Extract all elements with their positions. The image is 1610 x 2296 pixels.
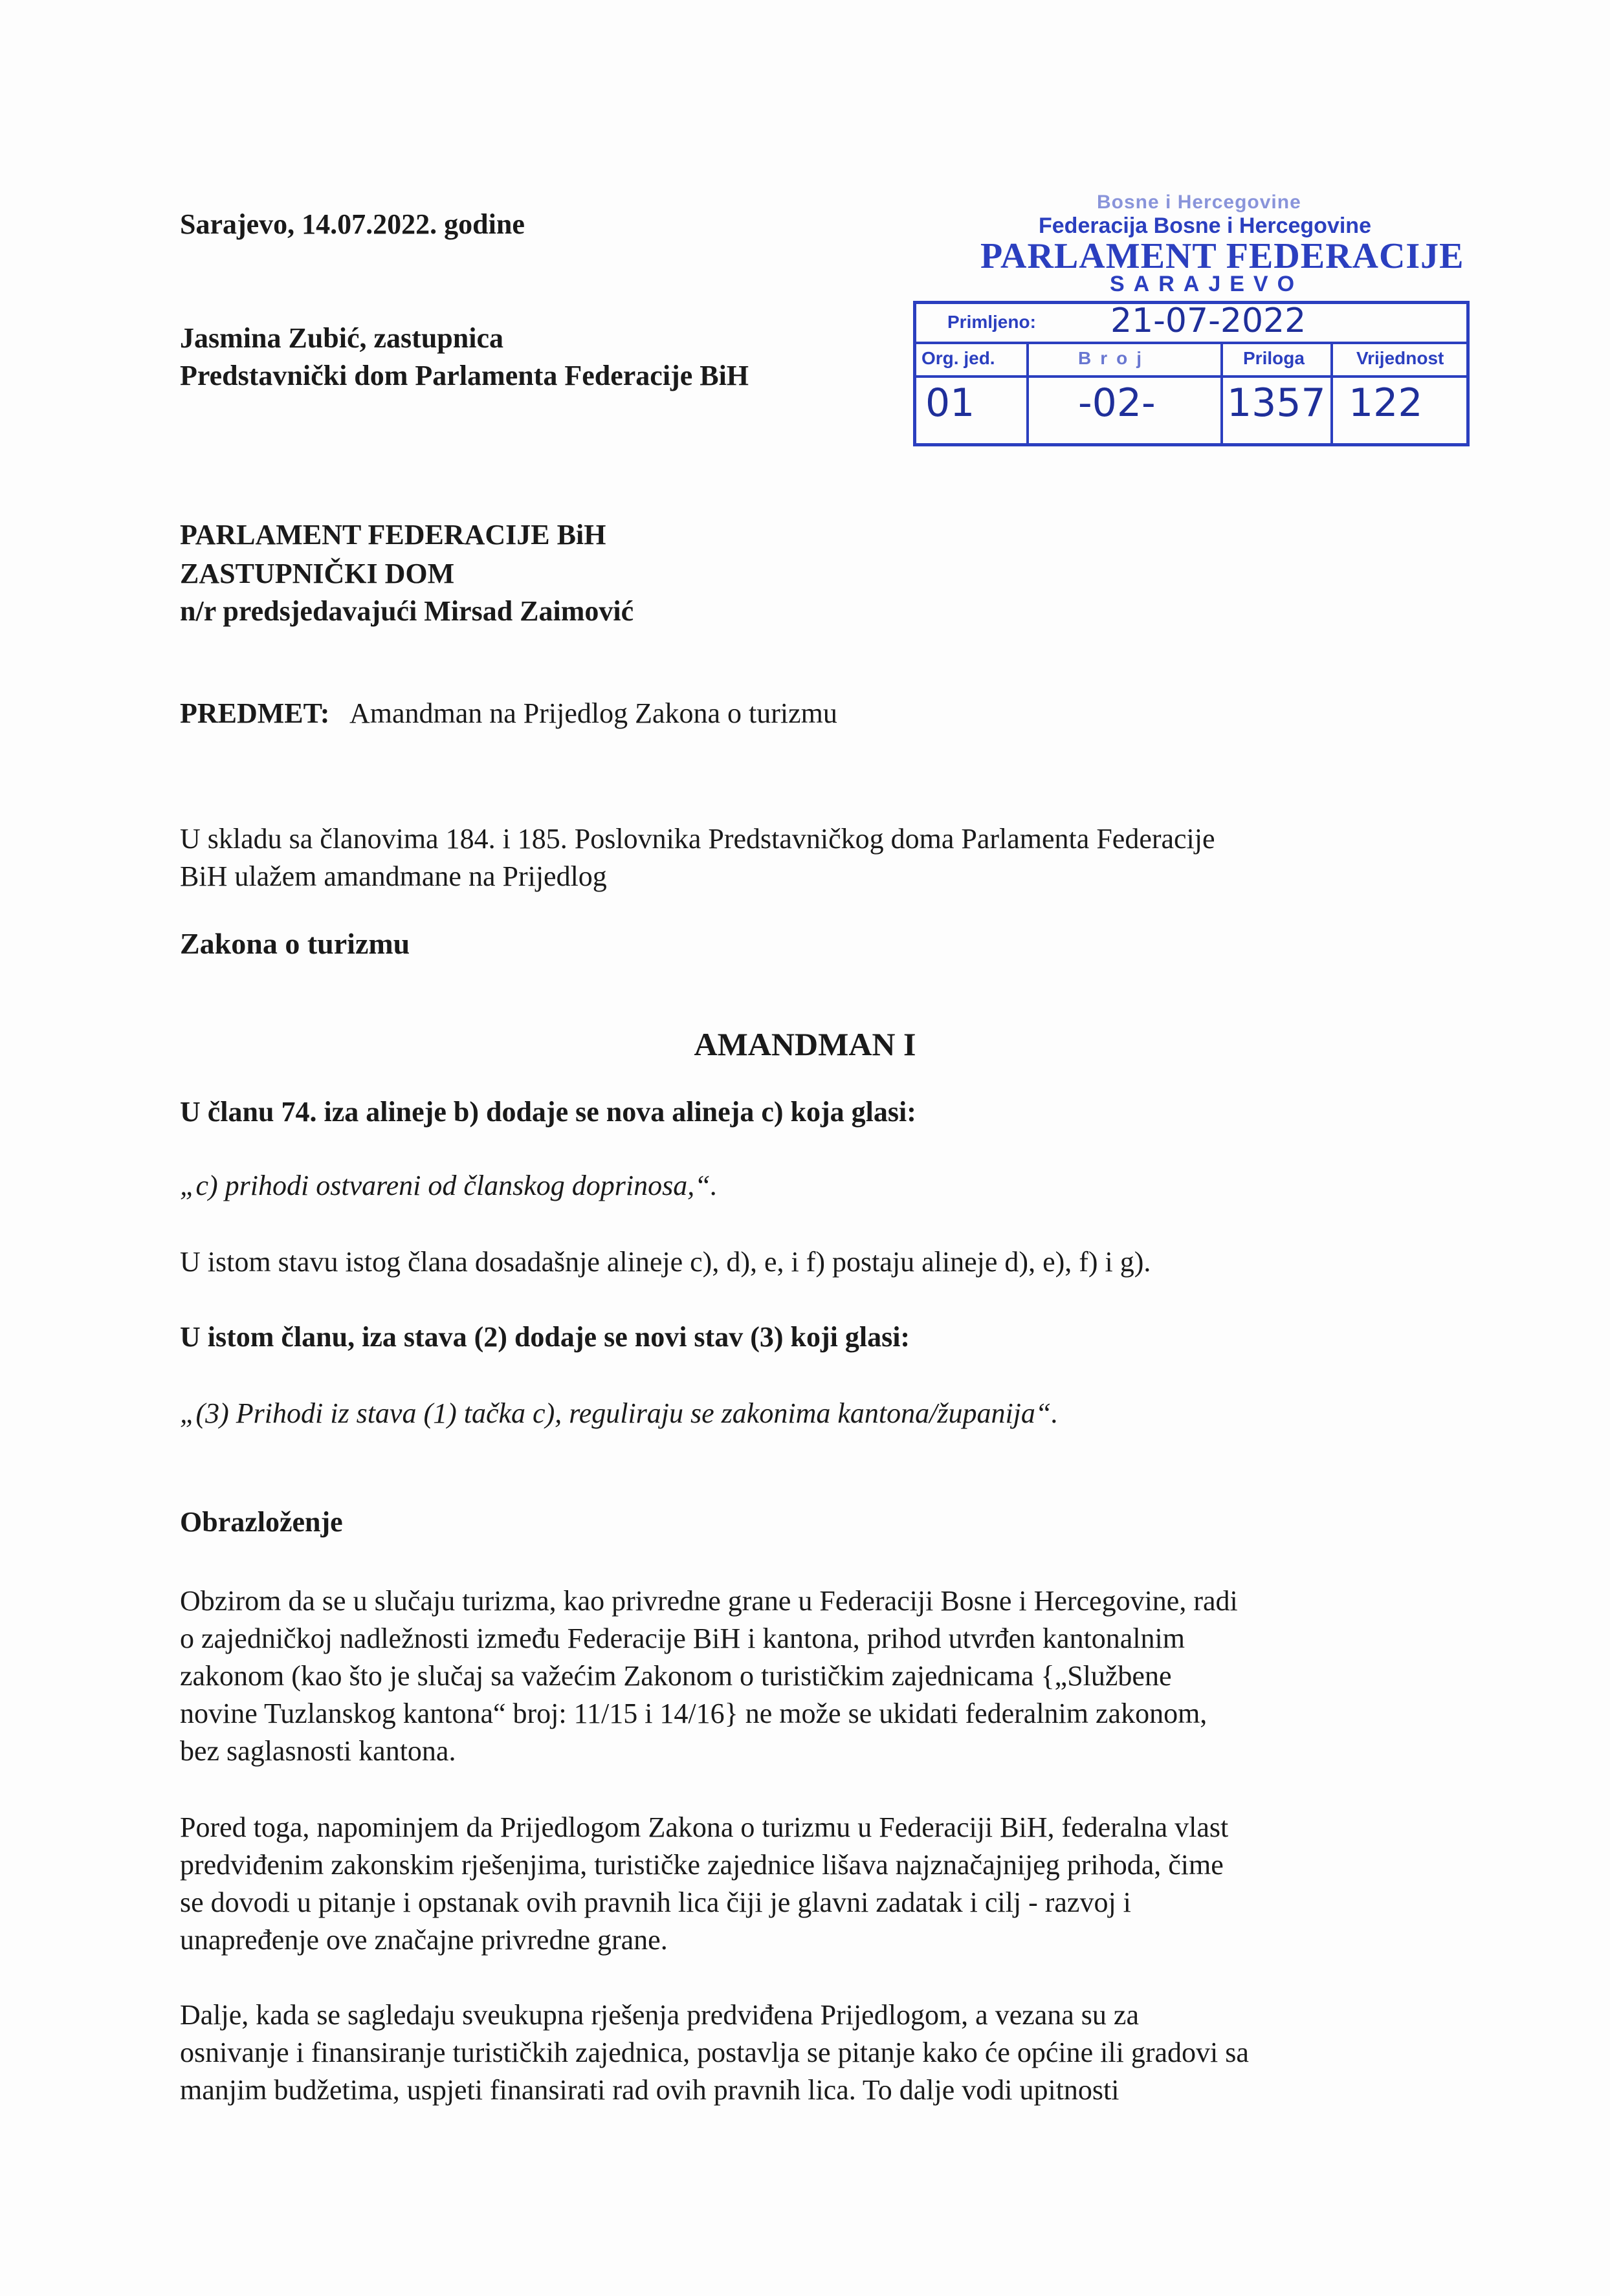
law-title: Zakona o turizmu [180,927,410,960]
explanation-title: Obrazloženje [180,1506,343,1538]
recipient-line3: n/r predsjedavajući Mirsad Zaimović [180,595,634,627]
para-line: se dovodi u pitanje i opstanak ovih pravnih lica čiji je glavni zadatak i cilj - razvoj i [180,1886,1131,1918]
stamp-line4: SARAJEVO [1110,272,1304,296]
para-line: Pored toga, napominjem da Prijedlogom Zakona o turizmu u Federaciji BiH, federalna vlast [180,1811,1229,1843]
amendment-p5: „(3) Prihodi iz stava (1) tačka c), reguliraju se zakonima kantona/županija“. [180,1397,1059,1429]
sender-org: Predstavnički dom Parlamenta Federacije BiH [180,360,749,391]
subject-text: Amandman na Prijedlog Zakona o turizmu [349,697,837,729]
para-line: zakonom (kao što je slučaj sa važećim Zakonom o turističkim zajednicama {„Službene [180,1660,1172,1692]
amendment-p2: „c) prihodi ostvareni od članskog doprinosa,“. [180,1170,718,1201]
stamp-received-date: 21-07-2022 [1110,301,1307,340]
stamp-line1: Bosne i Hercegovine [1097,191,1301,213]
para-line: novine Tuzlanskog kantona“ broj: 11/15 i 14/16} ne može se ukidati federalnim zakonom, [180,1698,1208,1729]
stamp-val-broj: -02- [1078,380,1156,426]
para-line: bez saglasnosti kantona. [180,1735,456,1767]
subject-label: PREDMET: [180,697,330,729]
subject [180,695,837,732]
para-line: osnivanje i finansiranje turističkih zajednica, postavlja se pitanje kako će općine ili gradovi sa [180,2037,1249,2068]
recipient-line2: ZASTUPNIČKI DOM [180,558,455,589]
para-line: Dalje, kada se sagledaju sveukupna rješenja predviđena Prijedlogom, a vezana su za [180,1999,1139,2031]
stamp-received-label: Primljeno: [947,312,1036,332]
para-line: o zajedničkoj nadležnosti između Federacije BiH i kantona, prihod utvrđen kantonalnim [180,1623,1185,1654]
stamp-col-vrijednost: Vrijednost [1356,348,1444,368]
stamp-grid [913,301,1470,446]
recipient-line1: PARLAMENT FEDERACIJE BiH [180,519,606,551]
registry-stamp [909,181,1472,459]
amendment-p4: U istom članu, iza stava (2) dodaje se novi stav (3) koji glasi: [180,1321,910,1353]
stamp-val-priloga: 1357 [1227,380,1326,426]
amendment-p1: U članu 74. iza alineje b) dodaje se nova alineja c) koja glasi: [180,1096,916,1128]
stamp-divider [1026,342,1029,443]
intro-line2: BiH ulažem amandmane na Prijedlog [180,860,607,892]
intro-line1: U skladu sa članovima 184. i 185. Poslovnika Predstavničkog doma Parlamenta Federacije [180,823,1215,855]
place-date: Sarajevo, 14.07.2022. godine [180,208,525,240]
stamp-line3: PARLAMENT FEDERACIJE [980,236,1464,276]
amendment-p3: U istom stavu istog člana dosadašnje alineje c), d), e, i f) postaju alineje d), e), f) i g). [180,1246,1151,1278]
explanation-para3 [180,1996,1249,2109]
sender-name: Jasmina Zubić, zastupnica [180,322,503,354]
stamp-line2: Federacija Bosne i Hercegovine [1039,213,1371,238]
stamp-val-org: 01 [925,380,975,426]
para-line: manjim budžetima, uspjeti finansirati rad ovih pravnih lica. To dalje vodi upitnosti [180,2074,1119,2106]
para-line: unapređenje ove značajne privredne grane. [180,1924,668,1956]
para-line: Obzirom da se u slučaju turizma, kao privredne grane u Federaciji Bosne i Hercegovine, radi [180,1585,1238,1617]
stamp-divider [1220,342,1223,443]
explanation-para1 [180,1582,1238,1770]
stamp-row-headers [916,342,1466,378]
stamp-col-org: Org. jed. [921,348,995,368]
stamp-col-broj: Broj [1078,348,1151,368]
stamp-row-received [916,301,1466,344]
stamp-val-vrijednost: 122 [1349,380,1423,426]
explanation-para2 [180,1809,1228,1959]
stamp-col-priloga: Priloga [1243,348,1305,368]
para-line: predviđenim zakonskim rješenjima, turističke zajednice lišava najznačajnijeg prihoda, čime [180,1849,1224,1881]
stamp-divider [1330,342,1333,443]
amendment-title: AMANDMAN I [694,1026,916,1062]
